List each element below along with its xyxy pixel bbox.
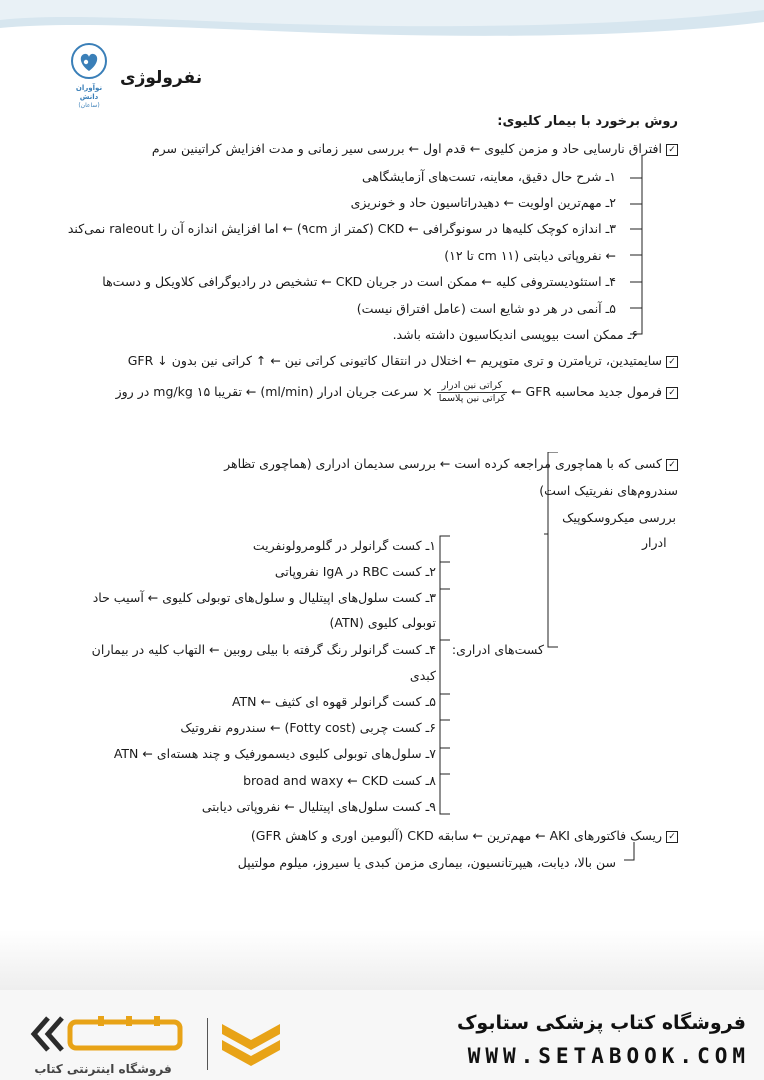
block1-item-5: ۵ـ آنمی در هر دو شایع است (عامل افتراق نیست) bbox=[356, 301, 616, 316]
cast-item: ۲ـ کست RBC در IgA نفروپاتی bbox=[274, 564, 436, 579]
block5-line2: سن بالا، دیابت، هیپرتانسیون، بیماری مزمن کبدی یا سیروز، میلوم مولتیپل bbox=[237, 855, 616, 870]
side-label-1: بررسی میکروسکوپیک bbox=[562, 510, 676, 525]
casts-bracket bbox=[436, 534, 458, 818]
footer-fade bbox=[0, 930, 764, 990]
block5-bracket bbox=[622, 842, 638, 866]
block1-item-4: ۴ـ استئودیستروفی کلیه ← ممکن است در جریان CKD ← تشخیص در رادیوگرافی کلاویکل و دست‌ها bbox=[102, 274, 616, 289]
block4-line2: سندروم‌های نفریتیک است) bbox=[539, 483, 678, 498]
section-title: روش برخورد با بیمار کلیوی: bbox=[497, 114, 678, 129]
cast-item: ۸ـ کست broad and waxy ← CKD bbox=[243, 773, 436, 788]
checkbox-icon: ✓ bbox=[666, 831, 678, 843]
fraction-denominator: کراتی نین پلاسما bbox=[438, 393, 506, 404]
block2-text: سایمتیدین، تریامترن و تری متوپریم ← اختلال در انتقال کاتیونی کراتی نین ← ↑ کراتی نین بدون ↓ GFR bbox=[127, 353, 662, 368]
logo-name: نوآوران دانش bbox=[75, 84, 103, 101]
checkbox-icon: ✓ bbox=[666, 144, 678, 156]
store-name: فروشگاه کتاب پزشکی ستابوک bbox=[456, 1012, 746, 1034]
checkbox-icon: ✓ bbox=[666, 459, 678, 471]
creatinine-fraction bbox=[437, 380, 507, 405]
cast-item: ۹ـ کست سلول‌های اپیتلیال ← نفروپاتی دیابتی bbox=[201, 799, 436, 814]
book-chevron-icon bbox=[218, 1018, 284, 1074]
cast-item: کبدی bbox=[409, 668, 436, 683]
fraction-numerator: کراتی نین ادرار bbox=[437, 380, 507, 393]
block2 bbox=[128, 353, 678, 368]
heart-logo-icon bbox=[70, 42, 108, 80]
side-label-2: ادرار bbox=[642, 535, 667, 550]
publisher-logo bbox=[66, 42, 112, 110]
block1-item-1: ۱ـ شرح حال دقیق، معاینه، تست‌های آزمایشگاهی bbox=[361, 169, 616, 184]
block1-item-2: ۲ـ مهم‌ترین اولویت ← دهیدراتاسیون حاد و خونریزی bbox=[350, 195, 616, 210]
cast-item: ۵ـ کست گرانولر قهوه ای کثیف ← ATN bbox=[231, 694, 436, 709]
cast-item: ۷ـ سلول‌های توبولی کلیوی دیسمورفیک و چند هسته‌ای ← ATN bbox=[113, 746, 436, 761]
cast-item: ۴ـ کست گرانولر رنگ گرفته با بیلی روبین ← التهاب کلیه در بیماران bbox=[91, 642, 436, 657]
store-url[interactable]: WWW.SETABOOK.COM bbox=[467, 1044, 750, 1068]
block1-item-3: ۳ـ اندازه کوچک کلیه‌ها در سونوگرافی ← CKD (کمتر از ۹cm) ← اما افزایش اندازه آن را raleout نمی‌کند bbox=[67, 221, 616, 236]
formula-left: فرمول جدید محاسبه GFR ← bbox=[511, 384, 662, 399]
block1-intro-text: افتراق نارسایی حاد و مزمن کلیوی ← قدم اول ← بررسی سیر زمانی و مدت افزایش کراتینین سرم bbox=[151, 141, 662, 156]
checkbox-icon: ✓ bbox=[666, 356, 678, 368]
cast-item: ۳ـ کست سلول‌های اپیتلیال و سلول‌های توبولی کلیوی ← آسیب حاد bbox=[92, 590, 436, 605]
header-wave bbox=[0, 0, 764, 40]
logo-subtitle: فروشگاه اینترنتی کتاب bbox=[34, 1062, 172, 1076]
block1-bracket bbox=[620, 156, 646, 338]
setabook-logo-icon bbox=[28, 1008, 198, 1060]
cast-item: توبولی کلیوی (ATN) bbox=[329, 615, 436, 630]
footer-divider bbox=[207, 1018, 208, 1070]
block4-line1 bbox=[224, 456, 678, 471]
block4-outer-bracket bbox=[544, 452, 566, 652]
formula-right: × سرعت جریان ادرار (ml/min) ← تقریبا ۱۵ mg/kg در روز bbox=[115, 384, 433, 399]
chapter-title: نفرولوژی bbox=[120, 68, 203, 88]
block5-line1-text: ریسک فاکتورهای AKI ← مهم‌ترین ← سابقه CKD (آلبومین اوری و کاهش GFR) bbox=[250, 828, 662, 843]
block5-line1 bbox=[251, 828, 678, 843]
block1-intro bbox=[152, 141, 678, 156]
store-logo bbox=[28, 1008, 208, 1078]
logo-sub: (ساعان) bbox=[78, 102, 100, 109]
cast-item: ۶ـ کست چربی (Fotty cost) ← سندروم نفروتیک bbox=[180, 720, 436, 735]
block1-item-6: ۶ـ ممکن است بیوپسی اندیکاسیون داشته باشد. bbox=[392, 327, 638, 342]
block1-item-3b: ← نفروپاتی دیابتی (۱۱ cm تا ۱۲) bbox=[444, 248, 616, 263]
block4-line1-text: کسی که با هماچوری مراجعه کرده است ← بررسی سدیمان ادراری (هماچوری تظاهر bbox=[224, 456, 662, 471]
block3-formula bbox=[116, 380, 678, 405]
checkbox-icon: ✓ bbox=[666, 387, 678, 399]
cast-item: ۱ـ کست گرانولر در گلومرولونفریت bbox=[252, 538, 436, 553]
casts-label: کست‌های ادراری: bbox=[451, 642, 544, 657]
